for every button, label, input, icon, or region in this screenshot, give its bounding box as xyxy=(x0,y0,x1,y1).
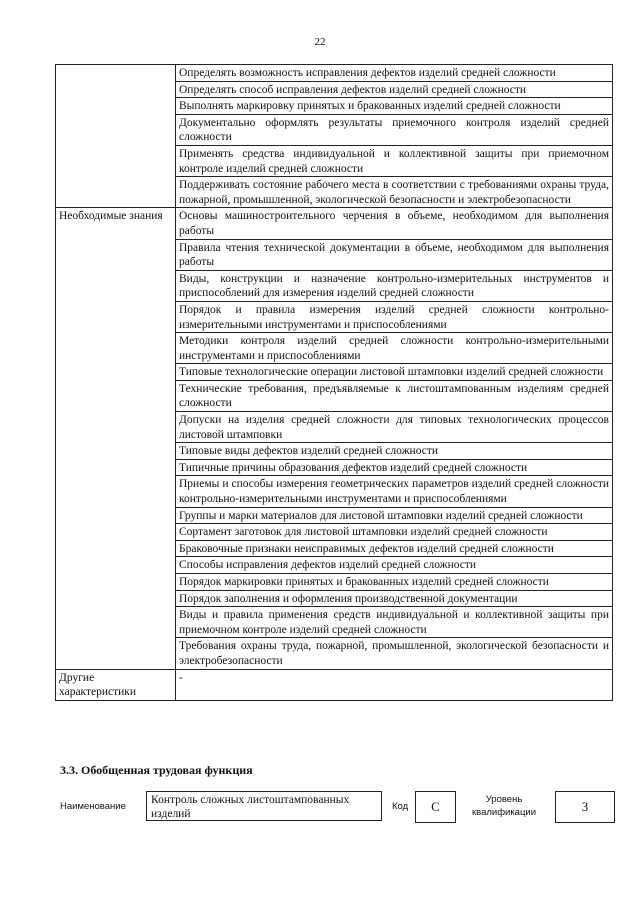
row-label-cell xyxy=(56,443,176,460)
skill-row xyxy=(56,65,613,82)
row-label-cell xyxy=(56,574,176,591)
row-label-cell xyxy=(56,98,176,115)
row-label-cell xyxy=(56,177,176,208)
knowledge-row xyxy=(56,333,613,364)
row-label-cell xyxy=(56,364,176,381)
knowledge-row xyxy=(56,208,613,239)
code-label: Код xyxy=(392,801,409,812)
knowledge-row xyxy=(56,557,613,574)
row-label-cell xyxy=(56,65,176,82)
knowledge-row xyxy=(56,459,613,476)
row-text: Документально оформлять результаты приемочного контроля изделий средней сложности xyxy=(176,114,613,145)
knowledge-row xyxy=(56,590,613,607)
knowledge-row xyxy=(56,574,613,591)
knowledge-row xyxy=(56,412,613,443)
row-text: Типовые виды дефектов изделий средней сложности xyxy=(176,443,613,460)
page-number: 22 xyxy=(314,36,326,48)
skills-knowledge-table xyxy=(55,64,613,701)
row-label-cell xyxy=(56,476,176,507)
row-label-cell xyxy=(56,145,176,176)
row-label-cell xyxy=(56,638,176,669)
row-text: - xyxy=(176,669,613,700)
row-label-cell xyxy=(56,557,176,574)
other-row xyxy=(56,669,613,700)
row-label-cell xyxy=(56,524,176,541)
knowledge-row xyxy=(56,540,613,557)
row-text: Определять возможность исправления дефектов изделий средней сложности xyxy=(176,65,613,82)
row-text: Типичные причины образования дефектов изделий средней сложности xyxy=(176,459,613,476)
skill-row xyxy=(56,114,613,145)
row-label-cell xyxy=(56,114,176,145)
skill-row xyxy=(56,98,613,115)
row-text: Виды, конструкции и назначение контрольно-измерительных инструментов и приспособлений для измерения изделий средней сложности xyxy=(176,270,613,301)
knowledge-row xyxy=(56,270,613,301)
name-value: Контроль сложных листоштампованных изделий xyxy=(146,791,382,821)
row-label-cell xyxy=(56,607,176,638)
row-text: Способы исправления дефектов изделий средней сложности xyxy=(176,557,613,574)
row-text: Требования охраны труда, пожарной, промышленной, экологической безопасности и электробезопасности xyxy=(176,638,613,669)
row-label-cell xyxy=(56,459,176,476)
row-label-cell xyxy=(56,380,176,411)
row-label-cell xyxy=(56,412,176,443)
knowledge-row xyxy=(56,638,613,669)
row-text: Выполнять маркировку принятых и бракованных изделий средней сложности xyxy=(176,98,613,115)
section-heading: 3.3. Обобщенная трудовая функция xyxy=(60,763,253,777)
row-text: Типовые технологические операции листовой штамповки изделий средней сложности xyxy=(176,364,613,381)
knowledge-row xyxy=(56,607,613,638)
row-text: Порядок маркировки принятых и бракованных изделий средней сложности xyxy=(176,574,613,591)
row-label: Другие характеристики xyxy=(56,669,176,700)
row-text: Группы и марки материалов для листовой штамповки изделий средней сложности xyxy=(176,507,613,524)
row-text: Правила чтения технической документации в объеме, необходимом для выполнения работы xyxy=(176,239,613,270)
knowledge-row xyxy=(56,507,613,524)
row-label-cell xyxy=(56,540,176,557)
row-text: Порядок заполнения и оформления производственной документации xyxy=(176,590,613,607)
row-label-cell xyxy=(56,333,176,364)
row-text: Порядок и правила измерения изделий средней сложности контрольно-измерительными инструментами и приспособлениями xyxy=(176,301,613,332)
skill-row xyxy=(56,145,613,176)
row-text: Основы машиностроительного черчения в объеме, необходимом для выполнения работы xyxy=(176,208,613,239)
row-text: Технические требования, предъявляемые к листоштампованным изделиям средней сложности xyxy=(176,380,613,411)
row-text: Виды и правила применения средств индивидуальной и коллективной защиты при приемочном контроле изделий средней сложности xyxy=(176,607,613,638)
row-text: Допуски на изделия средней сложности для типовых технологических процессов листовой штамповки xyxy=(176,412,613,443)
code-value: C xyxy=(415,791,456,823)
row-text: Методики контроля изделий средней сложности контрольно-измерительными инструментами и приспособлениями xyxy=(176,333,613,364)
knowledge-row xyxy=(56,476,613,507)
knowledge-row xyxy=(56,443,613,460)
level-label: Уровень квалификации xyxy=(471,794,537,818)
skill-row xyxy=(56,81,613,98)
row-label-cell xyxy=(56,507,176,524)
row-label-cell xyxy=(56,270,176,301)
skill-row xyxy=(56,177,613,208)
row-label-cell xyxy=(56,81,176,98)
knowledge-row xyxy=(56,380,613,411)
knowledge-row xyxy=(56,301,613,332)
row-text: Определять способ исправления дефектов изделий средней сложности xyxy=(176,81,613,98)
row-text: Применять средства индивидуальной и коллективной защиты при приемочном контроле изделий средней сложности xyxy=(176,145,613,176)
knowledge-row xyxy=(56,364,613,381)
name-label: Наименование xyxy=(60,801,126,812)
knowledge-row xyxy=(56,524,613,541)
row-text: Приемы и способы измерения геометрических параметров изделий средней сложности контрольно-измерительными инструментами и приспособлениями xyxy=(176,476,613,507)
row-label-cell xyxy=(56,590,176,607)
row-text: Поддерживать состояние рабочего места в соответствии с требованиями охраны труда, пожарной, промышленной, экологической безопасности и электробезопасности xyxy=(176,177,613,208)
row-text: Сортамент заготовок для листовой штамповки изделий средней сложности xyxy=(176,524,613,541)
level-value: 3 xyxy=(555,791,615,823)
row-label: Необходимые знания xyxy=(56,208,176,239)
row-label-cell xyxy=(56,301,176,332)
knowledge-row xyxy=(56,239,613,270)
row-text: Браковочные признаки неисправимых дефектов изделий средней сложности xyxy=(176,540,613,557)
row-label-cell xyxy=(56,239,176,270)
